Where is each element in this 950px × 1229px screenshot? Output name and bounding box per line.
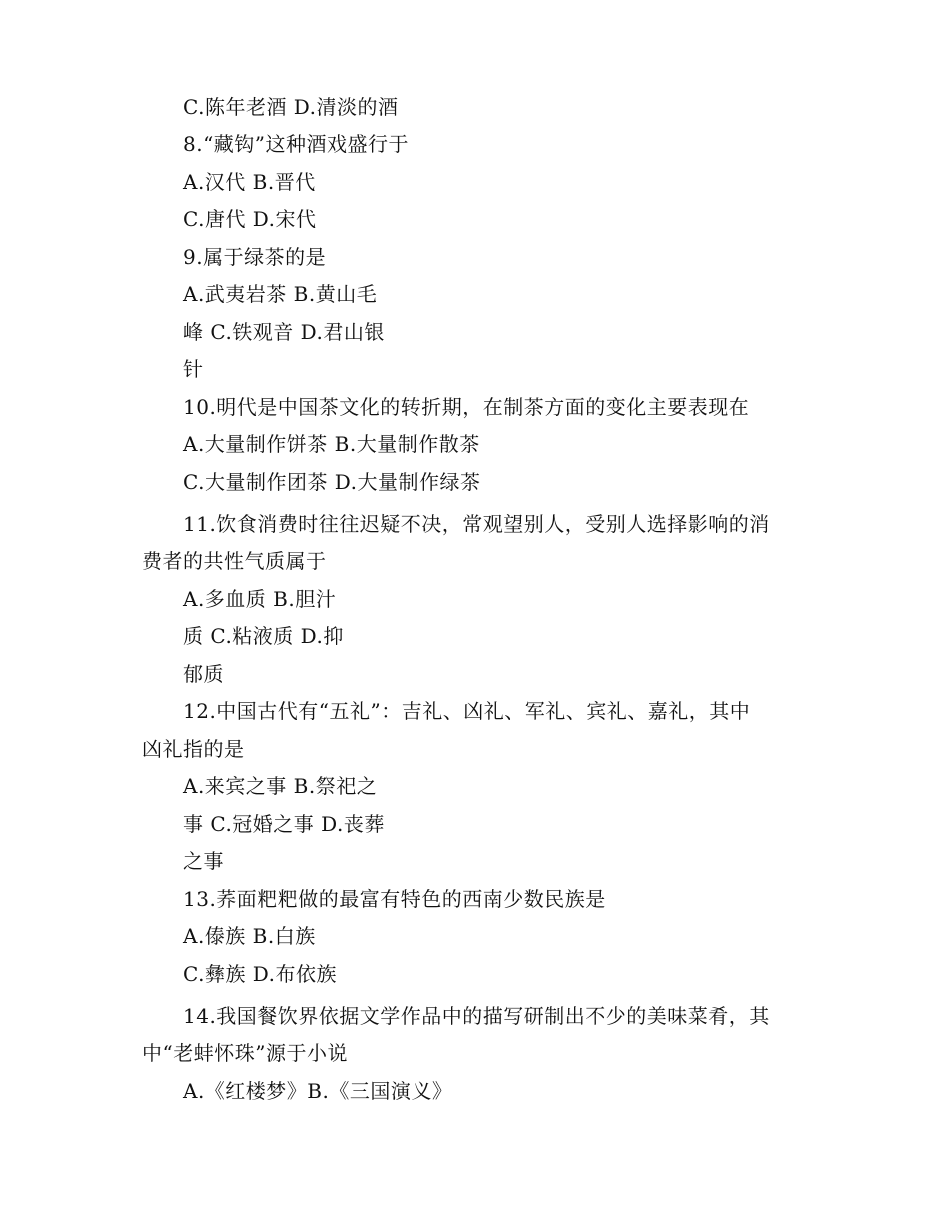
- option-line: C.大量制作团茶 D.大量制作绿茶: [183, 470, 481, 494]
- question-11: 11.饮食消费时往往迟疑不决，常观望别人，受别人选择影响的消: [183, 512, 770, 536]
- question-9: 9.属于绿茶的是: [183, 245, 327, 269]
- question-14-continued: 中“老蚌怀珠”源于小说: [142, 1041, 348, 1065]
- option-line: 之事: [183, 849, 224, 873]
- option-line: C.彝族 D.布依族: [183, 962, 337, 986]
- option-line: A.多血质 B.胆汁: [183, 587, 337, 611]
- question-13: 13.荞面粑粑做的最富有特色的西南少数民族是: [183, 887, 606, 911]
- question-14: 14.我国餐饮界依据文学作品中的描写研制出不少的美味菜肴，其: [183, 1004, 770, 1028]
- option-line: A.汉代 B.晋代: [183, 170, 316, 194]
- option-line: C.唐代 D.宋代: [183, 207, 317, 231]
- question-11-continued: 费者的共性气质属于: [142, 549, 327, 573]
- option-line: A.傣族 B.白族: [183, 924, 316, 948]
- option-line: 事 C.冠婚之事 D.丧葬: [183, 812, 385, 836]
- option-line: 峰 C.铁观音 D.君山银: [183, 320, 385, 344]
- option-line: A.来宾之事 B.祭祀之: [183, 774, 378, 798]
- option-line: A.武夷岩茶 B.黄山毛: [183, 282, 378, 306]
- option-line: 质 C.粘液质 D.抑: [183, 624, 344, 648]
- question-8: 8.“藏钩”这种酒戏盛行于: [183, 132, 410, 156]
- option-line: 郁质: [183, 662, 224, 686]
- option-line: C.陈年老酒 D.清淡的酒: [183, 95, 399, 119]
- option-line: 针: [183, 357, 204, 381]
- question-10: 10.明代是中国茶文化的转折期，在制茶方面的变化主要表现在: [183, 395, 750, 419]
- question-12: 12.中国古代有“五礼”：吉礼、凶礼、军礼、宾礼、嘉礼，其中: [183, 699, 751, 723]
- question-12-continued: 凶礼指的是: [142, 737, 245, 761]
- option-line: A.大量制作饼茶 B.大量制作散茶: [183, 432, 480, 456]
- option-line: A.《红楼梦》B.《三国演义》: [183, 1079, 453, 1103]
